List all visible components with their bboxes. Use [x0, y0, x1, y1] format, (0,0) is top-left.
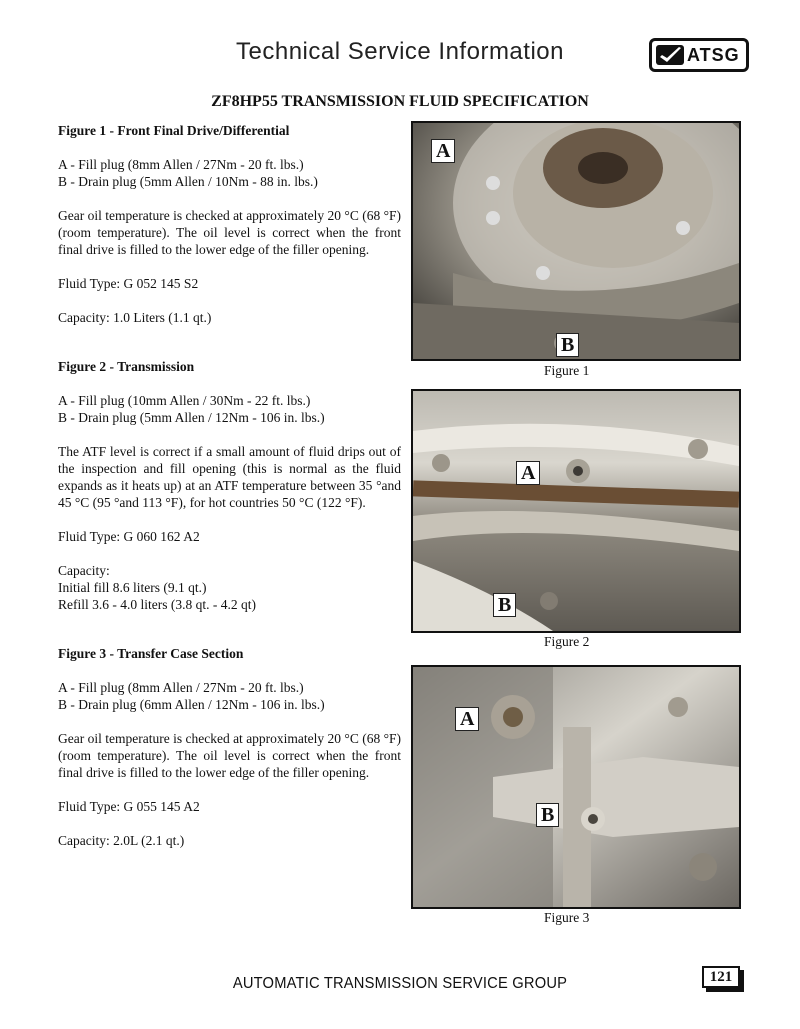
figure-2-caption: Figure 2: [544, 634, 590, 649]
section-heading: Figure 2 - Transmission: [58, 359, 195, 374]
callout-a: A: [455, 707, 479, 731]
logo-text: ATSG: [687, 44, 740, 65]
figure-3-caption: Figure 3: [544, 910, 590, 925]
figure-1-photo: [411, 121, 741, 361]
section-heading: Figure 3 - Transfer Case Section: [58, 646, 244, 661]
capacity: Capacity: Initial fill 8.6 liters (9.1 qt.) Refill 3.6 - 4.0 liters (3.8 qt. - 4.2 qt): [58, 563, 256, 612]
section-note: Gear oil temperature is checked at approximately 20 °C (68 °F) (room temperature). The oil level is correct when the front final drive is filled to the lower edge of the filler opening.: [58, 731, 401, 780]
plug-specs: A - Fill plug (10mm Allen / 30Nm - 22 ft. lbs.) B - Drain plug (5mm Allen / 12Nm - 106 in. lbs.): [58, 393, 325, 425]
figure-1-caption: Figure 1: [544, 363, 590, 378]
header-title: Technical Service Information: [236, 38, 564, 65]
section-figure-1: [58, 122, 401, 326]
section-figure-2: [58, 358, 401, 613]
page-number: 121: [702, 966, 740, 988]
section-figure-3: [58, 645, 401, 849]
plug-specs: A - Fill plug (8mm Allen / 27Nm - 20 ft. lbs.) B - Drain plug (5mm Allen / 10Nm - 88 in. lbs.): [58, 157, 318, 189]
figure-2-photo: [411, 389, 741, 633]
section-note: The ATF level is correct if a small amount of fluid drips out of the inspection and fill opening (this is normal as the fluid expands as it heats up) at an ATF temperature between 35 °and 45 °C (95 °and 113 °F), for hot countries 50 °C (122 °F).: [58, 444, 401, 510]
footer-text: AUTOMATIC TRANSMISSION SERVICE GROUP: [232, 975, 568, 992]
document-title: ZF8HP55 TRANSMISSION FLUID SPECIFICATION: [211, 93, 589, 110]
callout-b: B: [556, 333, 579, 357]
capacity: Capacity: 1.0 Liters (1.1 qt.): [58, 310, 212, 325]
callout-b: B: [536, 803, 559, 827]
plug-specs: A - Fill plug (8mm Allen / 27Nm - 20 ft. lbs.) B - Drain plug (6mm Allen / 12Nm - 106 in. lbs.): [58, 680, 325, 712]
figure-3-photo: [411, 665, 741, 909]
logo-check-icon: [655, 43, 685, 67]
capacity: Capacity: 2.0L (2.1 qt.): [58, 833, 185, 848]
callout-b: B: [493, 593, 516, 617]
fluid-type: Fluid Type: G 055 145 A2: [58, 799, 200, 814]
fluid-type: Fluid Type: G 060 162 A2: [58, 529, 200, 544]
atsg-logo: [649, 38, 749, 72]
section-heading: Figure 1 - Front Final Drive/Differential: [58, 123, 290, 138]
section-note: Gear oil temperature is checked at approximately 20 °C (68 °F) (room temperature). The oil level is correct when the front final drive is filled to the lower edge of the filler opening.: [58, 208, 401, 257]
callout-a: A: [431, 139, 455, 163]
callout-a: A: [516, 461, 540, 485]
fluid-type: Fluid Type: G 052 145 S2: [58, 276, 199, 291]
